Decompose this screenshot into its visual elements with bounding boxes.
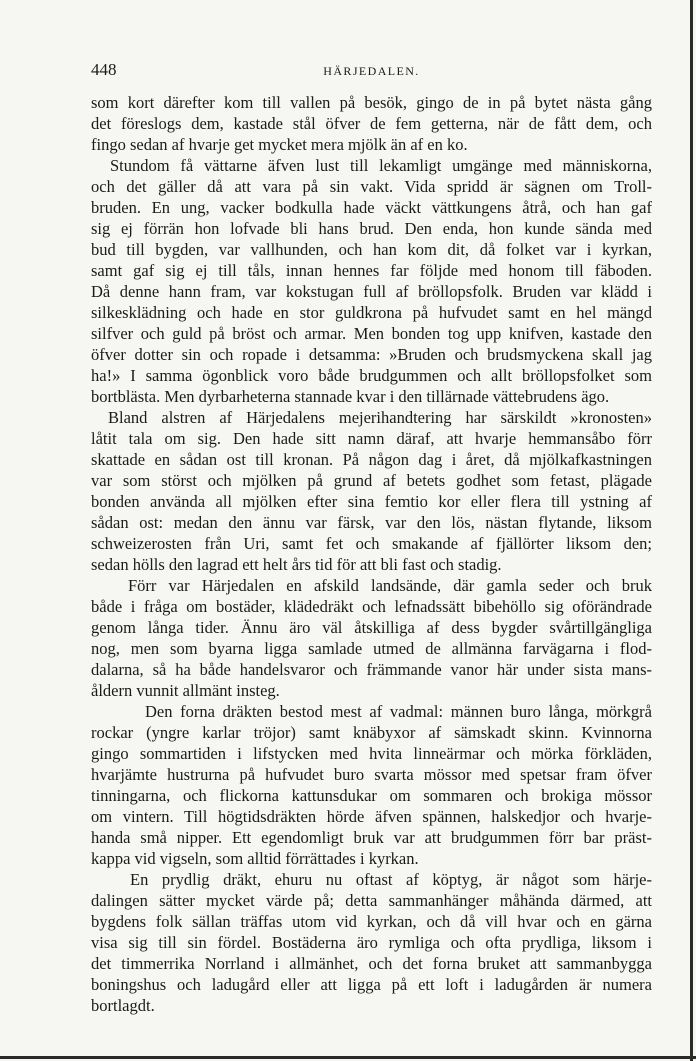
text-body — [91, 92, 652, 1016]
page-number: 448 — [91, 60, 117, 79]
text-line: ha!» I samma ögonblick voro både brudgummen och allt bröllopsfolket som — [91, 366, 652, 385]
text-line: som kort därefter kom till vallen på besök, gingo de in på bytet nästa gång — [91, 93, 652, 112]
text-line: dalingen sätter mycket värde på; detta sammanhänger måhända därmed, att — [91, 891, 652, 910]
text-line: låtit tala om sig. Den hade sitt namn däraf, att hvarje hemmansåbo förr — [91, 429, 652, 448]
text-line: bortblästa. Men dyrbarheterna stannade kvar i den tillärnade vättebrudens ägo. — [91, 387, 610, 406]
scan-edge-bottom — [0, 1056, 696, 1059]
text-line: sådan ost: medan den ännu var färsk, var den lös, nästan flytande, liksom — [91, 513, 652, 532]
text-line: det föreslogs dem, kastade stål öfver de fem getterna, när de fått dem, och — [91, 114, 652, 133]
text-line: samt gaf sig ej till tåls, innan hennes far följde med honom till fäboden. — [91, 261, 652, 280]
text-line: silkesklädning och hade en stor guldkrona på hufvudet samt en hel mängd — [91, 303, 652, 322]
paragraph — [91, 155, 652, 407]
text-line: bygdens folk sällan träffas utom vid kyrkan, och då vill hvar och en gärna — [91, 912, 652, 931]
text-line: handa små nipper. Ett egendomligt bruk var att brudgummen förr bar präst- — [91, 828, 652, 847]
paragraph — [91, 701, 652, 869]
text-line: kappa vid vigseln, som alltid förrättades i kyrkan. — [91, 849, 419, 868]
text-line: En prydlig dräkt, ehuru nu oftast af köptyg, är något som härje- — [130, 870, 652, 889]
text-line: rockar (yngre karlar tröjor) samt knäbyxor af sämskadt skinn. Kvinnorna — [91, 723, 652, 742]
text-line: Den forna dräkten bestod mest af vadmal: männen buro långa, mörkgrå — [145, 702, 652, 721]
text-line: dalarna, så ha både handelsvaror och främmande vanor här under sista mans- — [91, 660, 652, 679]
paragraph — [91, 869, 652, 1016]
text-line: hvarjämte hustrurna på hufvudet buro svarta mössor med spetsar fram öfver — [91, 765, 652, 784]
paragraph — [91, 407, 652, 575]
text-line: sedan hölls den lagrad ett helt års tid för att bli fast och stadig. — [91, 555, 502, 574]
text-line: om vintern. Till högtidsdräkten hörde äfven spännen, halskedjor och hvarje- — [91, 807, 652, 826]
text-line: åldern vunnit allmänt insteg. — [91, 681, 280, 700]
running-head-title: HÄRJEDALEN. — [323, 64, 420, 78]
text-line: visa sig till sin fördel. Bostäderna äro rymliga och ofta prydliga, liksom i — [91, 933, 652, 952]
scan-edge-right — [690, 0, 693, 1061]
text-line: Bland alstren af Härjedalens mejerihandtering har särskildt »kronosten» — [108, 408, 652, 427]
text-line: Stundom få vättarne äfven lust till lekamligt umgänge med människorna, — [110, 156, 652, 175]
text-line: nog, men som byarna ligga samlade utmed de allmänna farvägarna i flod- — [91, 639, 652, 658]
text-line: Förr var Härjedalen en afskild landsände, där gamla seder och bruk — [128, 576, 652, 595]
text-line: gingo sommartiden i lifstycken med hvita linneärmar och mörka förkläden, — [91, 744, 652, 763]
text-line: och det gäller då att vara på sin vakt. Vida spridd är sägnen om Troll- — [91, 177, 652, 196]
text-line: tinningarna, och flickorna kattunsdukar om sommaren och brokiga mössor — [91, 786, 652, 805]
text-line: Då denne hann fram, var kokstugan full af bröllopsfolk. Bruden var klädd i — [91, 282, 652, 301]
text-line: var som störst och mjölken på grund af betets godhet som fetast, plägade — [91, 471, 652, 490]
paragraph — [91, 92, 652, 155]
text-line: öfver dotter sin och ropade i detsamma: »Bruden och brudsmyckena skall jag — [91, 345, 652, 364]
text-line: genom långa tider. Ännu äro väl åtskilliga af dess bygder svårtillgängliga — [91, 618, 652, 637]
text-line: silfver och guld på bröst och armar. Men bonden tog upp knifven, kastade den — [91, 324, 652, 343]
text-line: bonden använda all mjölken efter sina femtio kor eller flera till ystning af — [91, 492, 652, 511]
text-line: både i fråga om bostäder, klädedräkt och lefnadssätt bibehöllo sig oförändrade — [91, 597, 652, 616]
text-line: bortlagdt. — [91, 996, 155, 1015]
text-line: det timmerrika Norrland i allmänhet, och det forna bruket att sammanbygga — [91, 954, 652, 973]
text-line: bud till bygden, var vallhunden, och han kom dit, då folket var i kyrkan, — [91, 240, 652, 259]
text-line: schweizerosten från Uri, samt fet och smakande af fjällörter liksom den; — [91, 534, 652, 553]
paragraph — [91, 575, 652, 701]
text-line: sig ej förrän hon lofvade bli hans brud. Den enda, hon kunde sända med — [91, 219, 652, 238]
text-line: bruden. En ung, vacker bodkulla hade väckt vättkungens åtrå, och han gaf — [91, 198, 652, 217]
text-line: fingo sedan af hvarje get mycket mera mjölk än af en ko. — [91, 135, 468, 154]
text-line: skattade en sådan ost till kronan. På någon dag i året, då mjölkafkastningen — [91, 450, 652, 469]
text-line: boningshus och ladugård eller att ligga på ett loft i ladugården är numera — [91, 975, 652, 994]
